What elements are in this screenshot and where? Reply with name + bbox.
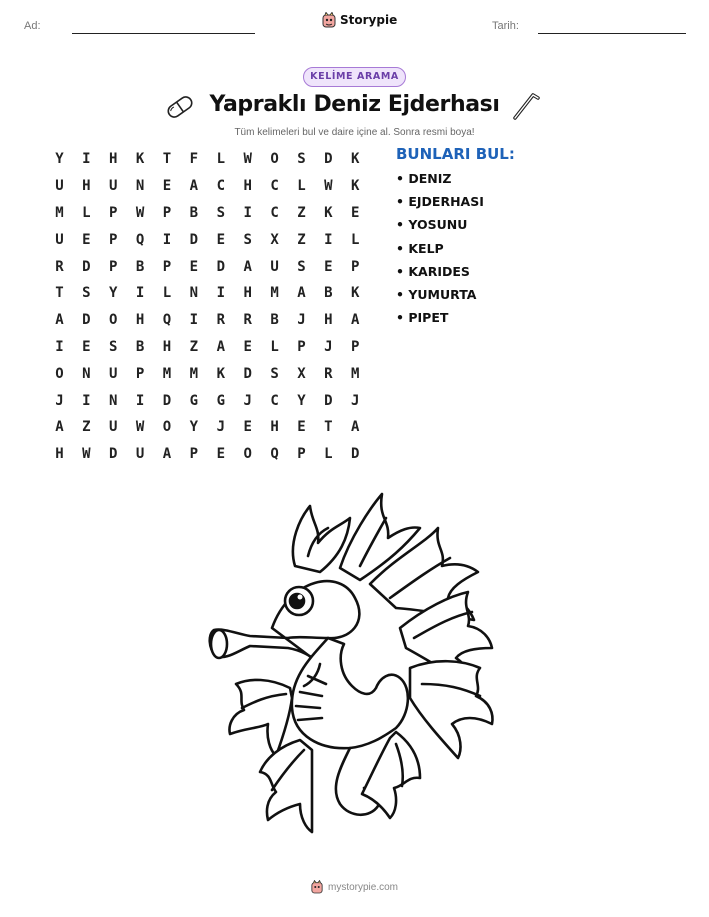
grid-letter[interactable]: J [243,392,252,409]
straw-icon [511,89,543,121]
grid-letter[interactable]: U [270,258,279,275]
grid-letter[interactable]: B [135,258,145,275]
grid-letter[interactable]: A [297,285,306,302]
grid-letter[interactable]: I [82,151,91,168]
grid-letter[interactable]: D [162,392,172,409]
date-line [538,33,686,34]
grid-letter[interactable]: C [216,178,225,195]
grid-letter[interactable]: Y [55,151,64,168]
grid-letter[interactable]: I [82,392,91,409]
grid-row [46,360,370,387]
grid-letter[interactable]: M [162,365,172,382]
grid-letter[interactable]: P [109,231,118,248]
grid-letter[interactable]: D [243,365,252,382]
grid-letter[interactable]: C [270,392,279,409]
grid-letter[interactable]: P [297,338,306,355]
grid-letter[interactable]: A [216,338,225,355]
grid-letter[interactable]: E [324,258,333,275]
name-label: Ad: [24,20,41,32]
grid-letter[interactable]: U [55,231,64,248]
grid-letter[interactable]: P [351,338,360,355]
grid-letter[interactable]: N [109,392,118,409]
instructions: Tüm kelimeleri bul ve daire içine al. Sonra resmi boya! [234,127,475,138]
grid-letter[interactable]: L [351,231,360,248]
grid-letter[interactable]: E [243,419,252,436]
grid-letter[interactable]: T [324,419,333,436]
grid-letter[interactable]: H [243,178,252,195]
grid-letter[interactable]: Y [109,285,118,302]
grid-letter[interactable]: I [55,338,64,355]
grid-letter[interactable]: P [135,365,145,382]
grid-letter[interactable]: C [270,178,279,195]
grid-letter[interactable]: O [162,419,172,436]
grid-letter[interactable]: K [351,178,360,195]
grid-letter[interactable]: L [324,446,333,463]
grid-letter[interactable]: H [55,446,64,463]
grid-row [46,146,370,173]
grid-letter[interactable]: S [297,151,306,168]
grid-letter[interactable]: L [270,338,279,355]
grid-row [46,226,370,253]
grid-letter[interactable]: K [135,151,145,168]
grid-letter[interactable]: K [351,285,360,302]
grid-letter[interactable]: D [351,446,360,463]
grid-letter[interactable]: M [270,285,279,302]
grid-letter[interactable]: K [351,151,360,168]
grid-letter[interactable]: P [297,446,306,463]
grid-letter[interactable]: M [55,204,64,221]
page-title: Yapraklı Deniz Ejderhası [209,92,500,117]
grid-letter[interactable]: I [324,231,333,248]
grid-letter[interactable]: T [162,151,172,168]
grid-letter[interactable]: A [162,446,172,463]
grid-letter[interactable]: J [55,392,64,409]
date-label: Tarih: [492,20,519,32]
grid-letter[interactable]: I [243,204,252,221]
grid-letter[interactable]: I [189,312,199,329]
grid-letter[interactable]: N [82,365,91,382]
grid-row [46,441,370,468]
grid-letter[interactable]: U [109,419,118,436]
grid-letter[interactable]: W [135,419,145,436]
grid-letter[interactable]: A [351,312,360,329]
grid-letter[interactable]: H [82,178,91,195]
grid-letter[interactable]: H [162,338,172,355]
grid-letter[interactable]: D [216,258,225,275]
grid-letter[interactable]: N [135,178,145,195]
grid-letter[interactable]: C [270,204,279,221]
grid-letter[interactable]: B [324,285,333,302]
grid-letter[interactable]: E [243,338,252,355]
grid-letter[interactable]: U [55,178,64,195]
grid-letter[interactable]: R [324,365,333,382]
grid-letter[interactable]: Q [270,446,279,463]
grid-letter[interactable]: E [189,258,199,275]
grid-letter[interactable]: J [297,312,306,329]
grid-letter[interactable]: D [324,151,333,168]
grid-letter[interactable]: D [82,312,91,329]
grid-letter[interactable]: P [189,446,199,463]
grid-row [46,387,370,414]
grid-letter[interactable]: S [270,365,279,382]
grid-letter[interactable]: X [297,365,306,382]
grid-letter[interactable]: O [55,365,64,382]
grid-letter[interactable]: P [162,204,172,221]
grid-letter[interactable]: D [324,392,333,409]
word-list-item: • KELP [396,240,444,256]
grid-letter[interactable]: Y [189,419,199,436]
grid-letter[interactable]: Z [297,231,306,248]
grid-letter[interactable]: T [55,285,64,302]
grid-letter[interactable]: R [55,258,64,275]
grid-letter[interactable]: R [243,312,252,329]
grid-letter[interactable]: G [216,392,225,409]
grid-row [46,414,370,441]
grid-letter[interactable]: J [351,392,360,409]
grid-letter[interactable]: A [243,258,252,275]
grid-letter[interactable]: A [351,419,360,436]
grid-letter[interactable]: P [162,258,172,275]
grid-letter[interactable]: H [109,151,118,168]
grid-letter[interactable]: B [189,204,199,221]
name-line [72,33,255,34]
grid-letter[interactable]: P [109,204,118,221]
grid-letter[interactable]: W [135,204,145,221]
grid-letter[interactable]: U [135,446,145,463]
grid-letter[interactable]: L [162,285,172,302]
word-list-item: • DENIZ [396,171,452,186]
sea-dragon-illustration [200,488,510,863]
grid-letter[interactable]: I [135,392,145,409]
grid-letter[interactable]: J [324,338,333,355]
grid-row [46,253,370,280]
grid-letter[interactable]: P [109,258,118,275]
storypie-footer-icon [311,880,323,894]
grid-row [46,200,370,227]
grid-letter[interactable]: O [243,446,252,463]
grid-letter[interactable]: Z [189,338,199,355]
grid-row [46,173,370,200]
grid-letter[interactable]: A [55,312,64,329]
grid-letter[interactable]: J [216,419,225,436]
category-badge: KELİME ARAMA [303,67,406,87]
grid-letter[interactable]: D [82,258,91,275]
grid-letter[interactable]: Q [135,231,145,248]
grid-letter[interactable]: E [297,419,306,436]
grid-letter[interactable]: S [109,338,118,355]
grid-letter[interactable]: G [189,392,199,409]
grid-letter[interactable]: I [135,285,145,302]
grid-letter[interactable]: O [270,151,279,168]
grid-letter[interactable]: K [216,365,225,382]
grid-letter[interactable]: W [243,151,252,168]
footer [0,880,709,894]
grid-letter[interactable]: L [216,151,225,168]
grid-row [46,280,370,307]
grid-letter[interactable]: S [216,204,225,221]
grid-letter[interactable]: Y [297,392,306,409]
storypie-logo-icon [322,12,336,28]
grid-letter[interactable]: Z [82,419,91,436]
grid-letter[interactable]: H [243,285,252,302]
word-list-item: • KARIDES [396,263,470,279]
grid-letter[interactable]: P [351,258,360,275]
grid-letter[interactable]: N [189,285,199,302]
word-list [396,171,484,333]
grid-letter[interactable]: S [82,285,91,302]
find-list-title: BUNLARI BUL: [396,145,515,163]
grid-letter[interactable]: F [189,151,199,168]
grid-letter[interactable]: H [324,312,333,329]
grid-letter[interactable]: A [189,178,199,195]
grid-letter[interactable]: L [82,204,91,221]
grid-letter[interactable]: E [82,338,91,355]
grid-letter[interactable]: E [351,204,360,221]
grid-letter[interactable]: E [216,446,225,463]
grid-letter[interactable]: E [216,231,225,248]
grid-letter[interactable]: W [324,178,333,195]
grid-letter[interactable]: D [189,231,199,248]
grid-letter[interactable]: U [109,178,118,195]
grid-letter[interactable]: W [82,446,91,463]
grid-row [46,334,370,361]
grid-letter[interactable]: R [216,312,225,329]
grid-letter[interactable]: I [162,231,172,248]
word-list-item: • YOSUNU [396,217,468,233]
brand-name: Storypie [340,13,398,27]
grid-letter[interactable]: A [55,419,64,436]
grid-letter[interactable]: E [162,178,172,195]
word-list-item: • EJDERHASI [396,194,484,210]
word-list-item: • PIPET [396,310,449,326]
grid-letter[interactable]: D [109,446,118,463]
grid-letter[interactable]: M [189,365,199,382]
grid-letter[interactable]: B [135,338,145,355]
grid-letter[interactable]: K [324,204,333,221]
brand [322,12,397,28]
grid-letter[interactable]: X [270,231,279,248]
grid-letter[interactable]: L [297,178,306,195]
word-search-grid[interactable] [46,146,370,468]
footer-url[interactable]: mystorypie.com [327,881,398,893]
grid-letter[interactable]: H [270,419,279,436]
grid-letter[interactable]: H [135,312,145,329]
grid-letter[interactable]: I [216,285,225,302]
grid-row [46,307,370,334]
grid-letter[interactable]: Z [297,204,306,221]
grid-letter[interactable]: O [109,312,118,329]
grid-letter[interactable]: B [270,312,279,329]
grid-letter[interactable]: U [109,365,118,382]
grid-letter[interactable]: Q [162,312,172,329]
grid-letter[interactable]: S [297,258,306,275]
grid-letter[interactable]: S [243,231,252,248]
word-list-item: • YUMURTA [396,286,477,302]
grid-letter[interactable]: E [82,231,91,248]
grid-letter[interactable]: M [351,365,360,382]
